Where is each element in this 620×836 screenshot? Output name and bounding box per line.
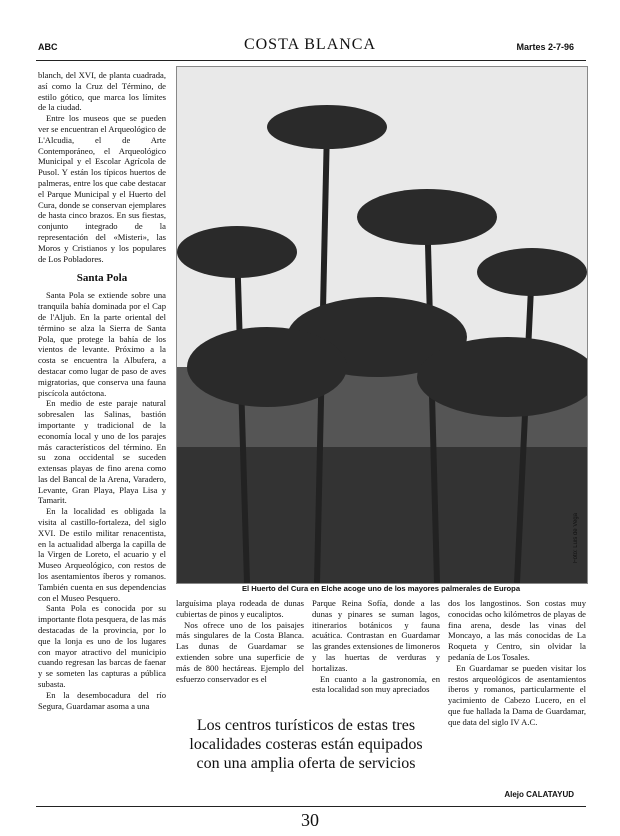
right-middle-column bbox=[312, 598, 440, 695]
page-number: 30 bbox=[301, 810, 319, 830]
header-rule bbox=[36, 60, 586, 61]
palm-grove-photo bbox=[176, 66, 588, 584]
palm-trees-image bbox=[177, 67, 587, 583]
paragraph: En cuanto a la gastronomía, en esta localidad son muy apreciados bbox=[312, 673, 440, 695]
paragraph: En la localidad es obligada la visita al castillo-fortaleza, del siglo XVI. De estilo militar renacentista, en la actualidad alberga la capilla de la Virgen de Loreto, el acuario y el Museo Arqueológico, con restos de los asentamientos íberos y romanos. También cuenta en sus dependencias con el Museo Pesquero. bbox=[38, 506, 166, 603]
paragraph: Parque Reina Sofía, donde a las dunas y pinares se suman lagos, itinerarios botánicos y fauna acuática. Contrastan en Guardamar las grandes extensiones de limoneros y las huertas de verduras y hortalizas. bbox=[312, 598, 440, 673]
paragraph: larguísima playa rodeada de dunas cubiertas de pinos y eucaliptos. bbox=[176, 598, 304, 619]
footer-rule bbox=[36, 806, 586, 807]
photo-credit: Foto: Luis de Vega bbox=[573, 512, 579, 563]
middle-column bbox=[176, 598, 304, 684]
page-header bbox=[0, 36, 620, 60]
subhead: Santa Pola bbox=[76, 272, 128, 285]
right-column bbox=[448, 598, 586, 728]
paragraph: blanch, del XVI, de planta cuadrada, así como la Cruz del Término, de estilo gótico, que marca los límites de la ciudad. bbox=[38, 70, 166, 113]
paragraph: Santa Pola es conocida por su importante flota pesquera, de las más destacadas de la provincia, por lo que la lonja es uno de los lugares con mayor atractivo del municipio cuando regresan las barcas de faenar y se someten las capturas a pública subasta. bbox=[38, 603, 166, 690]
left-column bbox=[38, 70, 166, 711]
paragraph: En medio de este paraje natural sobresalen las Salinas, bastión importante y tradicional de la economía local y uno de los parajes más característicos del término. En su zona occidental se suceden extensas playas de fino arena como las del Bancal de la Arena, Varadero, Levante, Gran Playa, Playa Lisa y Tamarit. bbox=[38, 398, 166, 506]
photo-caption: El Huerto del Cura en Elche acoge uno de los mayores palmerales de Europa bbox=[241, 584, 521, 593]
paragraph: Santa Pola se extiende sobre una tranquila bahía dominada por el Cap de l'Aljub. En la parte oriental del término se alza la Sierra de Santa Pola, que protege la bahía de los vientos de levante. Próximo a la costa se encuentra la Albufera, a destacar como lugar de paso de aves migratorias, que conserva una fauna piscícola autóctona. bbox=[38, 290, 166, 398]
paragraph: Nos ofrece uno de los paisajes más singulares de la Costa Blanca. Las dunas de Guardamar se extienden sobre una superficie de más de 800 hectáreas. Ejemplo del esfuerzo conservador es el bbox=[176, 619, 304, 684]
header-date: Martes 2-7-96 bbox=[516, 42, 574, 52]
paragraph: En la desembocadura del río Segura, Guardamar asoma a una bbox=[38, 689, 166, 711]
paragraph: dos los langostinos. Son costas muy conocidas ocho kilómetros de playas de fina arena, desde las vinas del Moncayo, a las más conocidas de La Roqueta y Centro, sin olvidar la pedanía de Los Tosales. bbox=[448, 598, 586, 662]
paragraph: En Guardamar se pueden visitar los restos arqueológicos de asentamientos iberos y romanos, particularmente el yacimiento de Cabezo Lucero, en el que fue hallada la Dama de Guardamar, que data del siglo IV A.C. bbox=[448, 662, 586, 727]
paragraph: Entre los museos que se pueden ver se encuentran el Arqueológico de L'Alcudia, el de Arte Contemporáneo, el Arqueológico Municipal y el Escolar Agrícola de Pusol. Y están los típicos huertos de palmeras, entre los que cabe destacar el Parque Municipal y el Huerto del Cura, donde se conservan ejemplares de hasta cinco brazos. En sus fiestas, conjunto integrado de la representación del «Misteri», las Moros y Cristianos y los populares de Los Pobladores. bbox=[38, 113, 166, 264]
author-signature: Alejo CALATAYUD bbox=[504, 790, 574, 799]
section-title: COSTA BLANCA bbox=[243, 36, 377, 53]
pull-quote-headline: Los centros turísticos de estas tres localidades costeras están equipados con una amplia oferta de servicios bbox=[189, 717, 423, 772]
header-left: ABC bbox=[38, 42, 58, 52]
